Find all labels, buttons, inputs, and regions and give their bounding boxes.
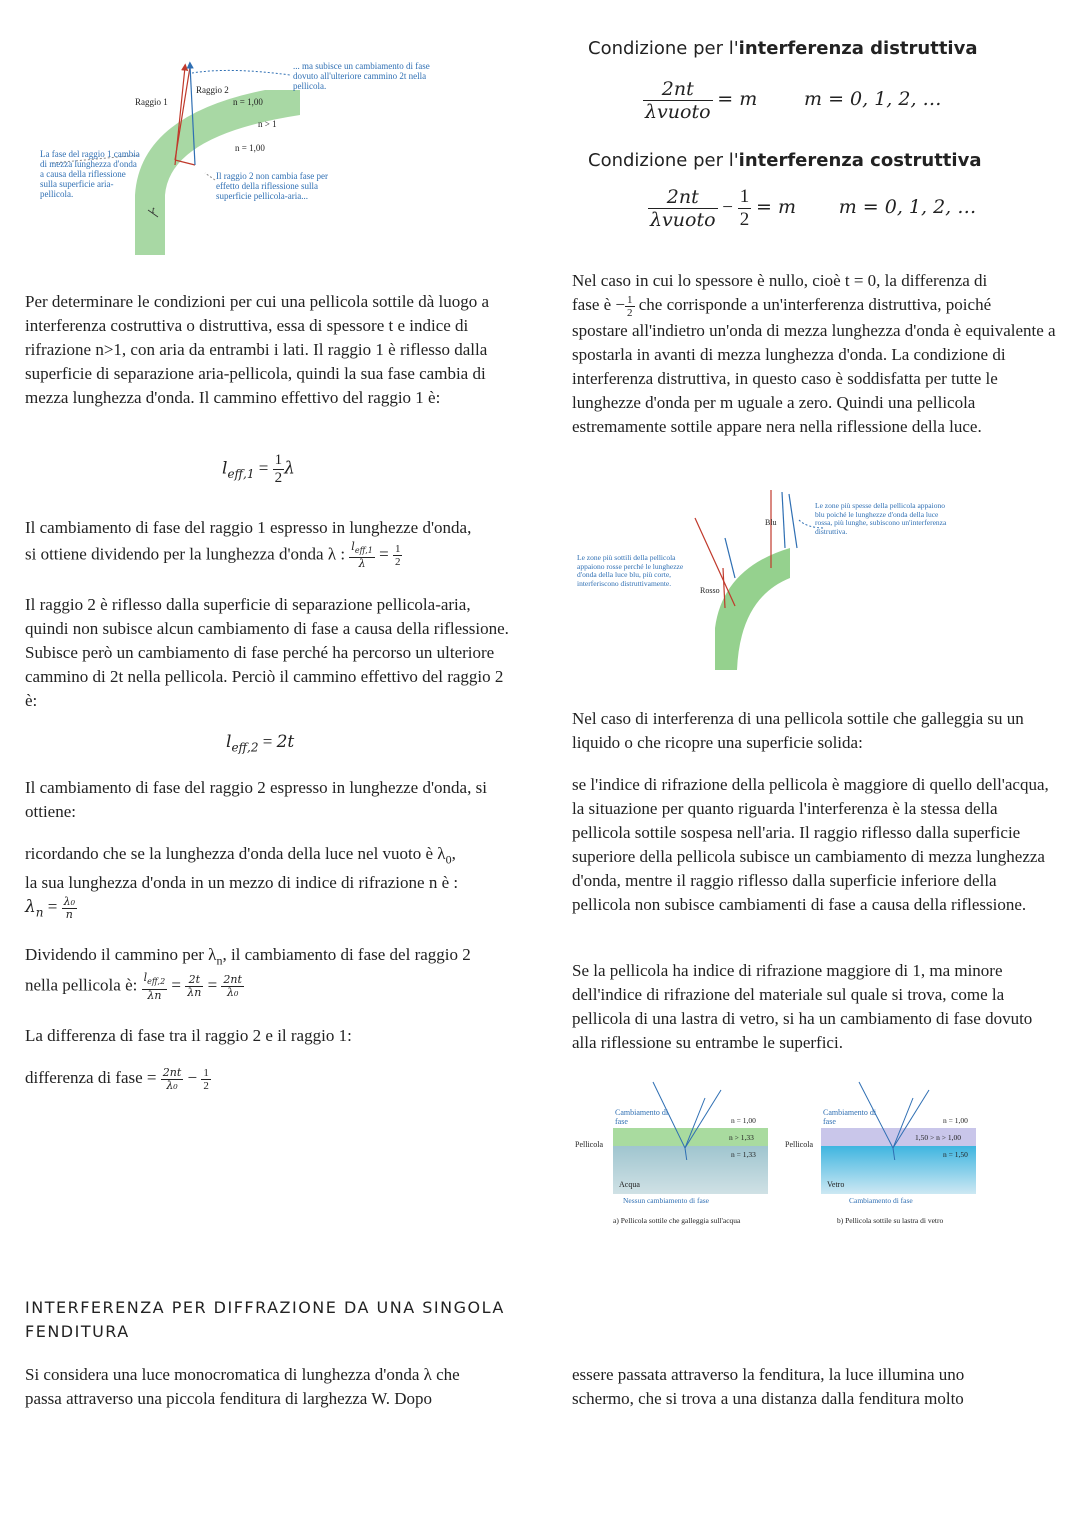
p6-f2-num: 2t: [185, 974, 203, 987]
figure-a-bottom: Nessun cambiamento di fase: [623, 1196, 710, 1205]
left-paragraph-4: Il cambiamento di fase del raggio 2 espresso in lunghezze d'onda, si ottiene:: [25, 778, 487, 821]
right-p1b-frac: [625, 294, 635, 319]
eq-constructive: $\frac{2nt}{\text{λvuoto}}$ − $\frac{1}{2}$ = m m = 0, 1, 2, …: [650, 186, 977, 231]
eq-c-num2: 1: [739, 186, 750, 207]
phase-difference-eq: differenza di fase = $\frac{2nt}{\text{λ₀}}$ − $\frac{1}{2}$: [25, 1065, 209, 1092]
rosso-label: Rosso: [700, 586, 720, 595]
section-title: INTERFERENZA PER DIFFRAZIONE DA UNA SINGOLA FENDITURA: [25, 1298, 505, 1341]
heading-destructive: [588, 38, 977, 59]
heading-destructive-bold: interferenza distruttiva: [738, 38, 978, 59]
ray2-label: Raggio 2: [196, 85, 229, 95]
blu-label: Blu: [765, 518, 777, 527]
left-paragraph-9a: Si considera una luce monocromatica di lunghezza d'onda λ che: [25, 1365, 460, 1384]
lambda-n-num: λ₀: [63, 894, 75, 908]
phase-diff-frac-1: [161, 1067, 184, 1092]
left-paragraph-2: Il cambiamento di fase del raggio 1 espresso in lunghezze d'onda,: [25, 518, 472, 537]
t-label: t: [152, 205, 155, 215]
note-top: ... ma subisce un cambiamento di fase dovuto all'ulteriore cammino 2t nella pellicola.: [293, 61, 430, 91]
left-paragraph-2b: si ottiene dividendo per la lunghezza d'onda λ : $\frac{l_{eff,1}}{\lambda}$ = $\frac{1}{2}$: [25, 540, 401, 571]
ray1-label: Raggio 1: [135, 97, 168, 107]
phase-diff-den: λ₀: [166, 1078, 178, 1092]
figure-a-phase-label: Cambiamento di fase: [615, 1108, 669, 1126]
right-p1a: Nel caso in cui lo spessore è nullo, cioè t = 0, la differenza di: [572, 271, 988, 290]
figure-a-n3: n = 1,33: [731, 1150, 756, 1159]
figure-b: [785, 1080, 990, 1230]
lambda-n-den: n: [65, 907, 73, 921]
eq-leff1-sub: eff,1: [227, 466, 255, 481]
note-thick-zones: Le zone più spesse della pellicola appaiono blu poiché le lunghezze d'onda della luce rossa, più lunghe, subiscono un'interferenza distruttiva.: [815, 501, 947, 536]
lambda-n-sub: n: [35, 905, 44, 920]
eq-leff2-rhs: 2t: [276, 732, 295, 752]
note-mid: Il raggio 2 non cambia fase per effetto della riflessione sulla superficie pellicola-aria...: [216, 171, 328, 201]
p6-f1-den: λn: [147, 988, 162, 1002]
left-p5-text: ricordando che se la lunghezza d'onda della luce nel vuoto è λ: [25, 844, 446, 863]
figure-b-phase-label: Cambiamento di fase: [823, 1108, 877, 1126]
left-paragraph-3: Il raggio 2 è riflesso dalla superficie di separazione pellicola-aria, quindi non subisce alcun cambiamento di fase a causa della riflessione. Subisce però un cambiamento di fase perché ha percorso un ulteriore cammino di 2t nella pellicola. Perciò il cammino effettivo del raggio 2 è:: [25, 595, 509, 710]
right-paragraph-5a: essere passata attraverso la fenditura, la luce illumina uno: [572, 1365, 965, 1384]
figure-a-pellicola: Pellicola: [575, 1140, 603, 1149]
right-paragraph-5b: schermo, che si trova a una distanza dalla fenditura molto: [572, 1389, 964, 1408]
p6-f3-num: 2nt: [223, 973, 242, 987]
p6-frac-1: [142, 972, 168, 1001]
figure-b-pellicola: Pellicola: [785, 1140, 813, 1149]
eq-destructive-frac: [643, 78, 713, 123]
right-paragraph-2: Nel caso di interferenza di una pellicola sottile che galleggia su un liquido o che ricopre una superficie solida:: [572, 709, 1024, 752]
left-p5-sub: 0: [445, 852, 452, 867]
heading-constructive-bold: interferenza costruttiva: [738, 150, 982, 171]
n-bottom-label: n = 1,00: [235, 143, 265, 153]
left-paragraph-5: ricordando che se la lunghezza d'onda della luce nel vuoto è $\lambda_0$, la sua lunghezza d'onda in un mezzo di indice di rifrazione n è : $\lambda_n$ = $\frac{\text{λ₀}}{n}$: [25, 844, 459, 921]
curved-film: [715, 548, 790, 670]
eq-d-rhs: = m: [717, 87, 758, 110]
eq-d-den: λvuoto: [645, 101, 711, 123]
p2-result-den: 2: [394, 556, 401, 569]
left-p2b-text: si ottiene dividendo per la lunghezza d'onda λ :: [25, 544, 346, 564]
phase-diff-num: 2nt: [162, 1065, 182, 1079]
figure-a: [573, 1080, 778, 1230]
figure-a-caption: a) Pellicola sottile che galleggia sull'acqua: [613, 1216, 741, 1225]
p6-f1-num: l: [143, 971, 148, 985]
phase-diff-frac-2: [201, 1067, 211, 1092]
right-p1b-den: 2: [627, 306, 633, 319]
p6-f3-den: λ₀: [226, 986, 239, 1000]
phase-diff-den2: 2: [203, 1079, 209, 1092]
heading-constructive: [588, 150, 981, 171]
left-paragraph-1: Per determinare le condizioni per cui una pellicola sottile dà luogo a interferenza costruttiva o distruttiva, essa di spessore t e indice di rifrazione n>1, con aria da entrambi i lati. Il raggio 1 è riflesso dalla superficie di separazione aria-pellicola, quindi la sua fase cambia di mezza lunghezza d'onda. Il cammino effettivo del raggio 1 è:: [25, 292, 490, 407]
p6-frac-3: [221, 974, 244, 999]
left-p6b-text: nella pellicola è:: [25, 975, 138, 995]
eq-leff1-lhs: l: [222, 458, 228, 479]
left-p5b-text: la sua lunghezza d'onda in un mezzo di indice di rifrazione n è :: [25, 873, 459, 893]
left-paragraph-9b: passa attraverso una piccola fenditura di larghezza W. Dopo: [25, 1389, 433, 1408]
heading-constructive-pre: Condizione per l': [588, 150, 739, 171]
p6-f1-num-sub: eff,2: [147, 977, 166, 987]
eq-d-num: 2nt: [643, 78, 713, 101]
thin-film-reflection-diagram: [30, 55, 450, 260]
eq-c-rhs: = m: [756, 195, 796, 218]
eq-constructive-frac: [648, 186, 718, 231]
eq-leff1-num: 1: [274, 452, 283, 468]
right-paragraph-1: [572, 269, 1057, 439]
note-left: La fase del raggio 1 cambia di mezza lunghezza d'onda a causa della riflessione sulla superficie aria-pellicola.: [40, 149, 140, 199]
right-paragraph-3: se l'indice di rifrazione della pellicola è maggiore di quello dell'acqua, la situazione per quanto riguarda l'interferenza è la stessa della pellicola sottile sospesa nell'aria. Il raggio riflesso dalla superficie superiore della pellicola subisce un cambiamento di mezza lunghezza d'onda, mentre il raggio riflesso dalla superficie inferiore della pellicola non subisce cambiamenti di fase a causa della riflessione.: [572, 775, 1049, 914]
eq-constructive-half: [738, 186, 752, 231]
figure-b-n3: n = 1,50: [943, 1150, 968, 1159]
figure-b-medium: Vetro: [827, 1180, 845, 1189]
right-paragraph-4: Se la pellicola ha indice di rifrazione maggiore di 1, ma minore dell'indice di rifrazione del materiale sul quale si trova, come la pellicola di una lastra di vetro, si ha un cambiamento di fase dovuto alla riflessione su entrambe le superfici.: [572, 961, 1033, 1052]
figure-b-bottom: Cambiamento di fase: [849, 1196, 913, 1205]
p6-f2-den: λn: [187, 986, 202, 1000]
eq-destructive: [643, 78, 942, 123]
eq-c-m: m = 0, 1, 2, …: [838, 195, 977, 218]
eq-d-m: m = 0, 1, 2, …: [804, 87, 942, 110]
eq-leff2: $l_{eff,2} = 2t$: [226, 732, 295, 755]
p2-frac-num-sub: eff,1: [354, 546, 373, 556]
left-paragraph-7: La differenza di fase tra il raggio 2 e il raggio 1:: [25, 1026, 352, 1045]
p2-frac-den: λ: [358, 557, 366, 571]
eq-leff1-tail: λ: [284, 458, 295, 479]
eq-leff2-sub: eff,2: [231, 740, 259, 755]
eq-c-den2: 2: [739, 209, 750, 230]
left-p6a-tail: , il cambiamento di fase del raggio 2: [222, 945, 471, 964]
eq-leff2-lhs: l: [226, 732, 232, 752]
right-p1b-post: che corrisponde a un'interferenza distruttiva, poiché: [638, 295, 992, 314]
eq-leff1: $l_{eff,1}$ = $\frac{1}{2}$ λ: [222, 452, 295, 486]
eq-leff1-frac: [273, 452, 285, 487]
note-thin-zones: Le zone più sottili della pellicola appaiono rosse perché le lunghezze d'onda della luce blu, più corte, interferiscono distruttivamente.: [577, 553, 684, 588]
p2-frac: [349, 541, 375, 570]
right-p1b-num: 1: [627, 293, 633, 306]
figure-b-caption: b) Pellicola sottile su lastra di vetro: [837, 1216, 944, 1225]
left-p6a-text: Dividendo il cammino per λ: [25, 945, 217, 964]
phase-diff-num2: 1: [203, 1066, 209, 1079]
lambda-n-frac: [62, 896, 77, 921]
right-p1c: spostare all'indietro un'onda di mezza lunghezza d'onda è equivalente a spostarla in avanti di mezza lunghezza d'onda. La condizione di interferenza distruttiva, in questo caso è soddisfatta per tutte le lunghezze d'onda per m uguale a zero. Quindi una pellicola estremamente sottile appare nera nella riflessione della luce.: [572, 320, 1056, 436]
left-p6a-sub: n: [216, 953, 223, 968]
heading-destructive-pre: Condizione per l': [588, 38, 739, 59]
phase-diff-label: differenza di fase =: [25, 1068, 157, 1087]
left-paragraph-6: Dividendo il cammino per $\lambda_n$, il cambiamento di fase del raggio 2 nella pellicola è: $\frac{l_{eff,2}}{\lambda n}$ = $\frac{2t}{\lambda n}$ = $\frac{2nt}{\text{λ₀}}$: [25, 945, 471, 1002]
p2-result-num: 1: [394, 543, 401, 556]
eq-c-num: 2nt: [648, 186, 718, 209]
film-color-diagram: [575, 488, 975, 673]
n-top-label: n = 1,00: [233, 97, 263, 107]
eq-leff1-den: 2: [274, 470, 283, 486]
p6-frac-2: [185, 974, 203, 999]
p2-frac-result: [393, 543, 403, 568]
n-mid-label: n > 1: [258, 119, 277, 129]
figure-b-n1: n = 1,00: [943, 1116, 968, 1125]
right-p1b-pre: fase è −: [572, 295, 626, 314]
figure-a-n2: n > 1,33: [729, 1133, 754, 1142]
figure-a-medium: Acqua: [619, 1180, 640, 1189]
eq-c-den: λvuoto: [650, 209, 716, 231]
p2-frac-num: l: [351, 540, 355, 553]
figure-b-n2: 1,50 > n > 1,00: [915, 1133, 961, 1142]
figure-a-n1: n = 1,00: [731, 1116, 756, 1125]
lambda-n: λ: [25, 897, 36, 918]
